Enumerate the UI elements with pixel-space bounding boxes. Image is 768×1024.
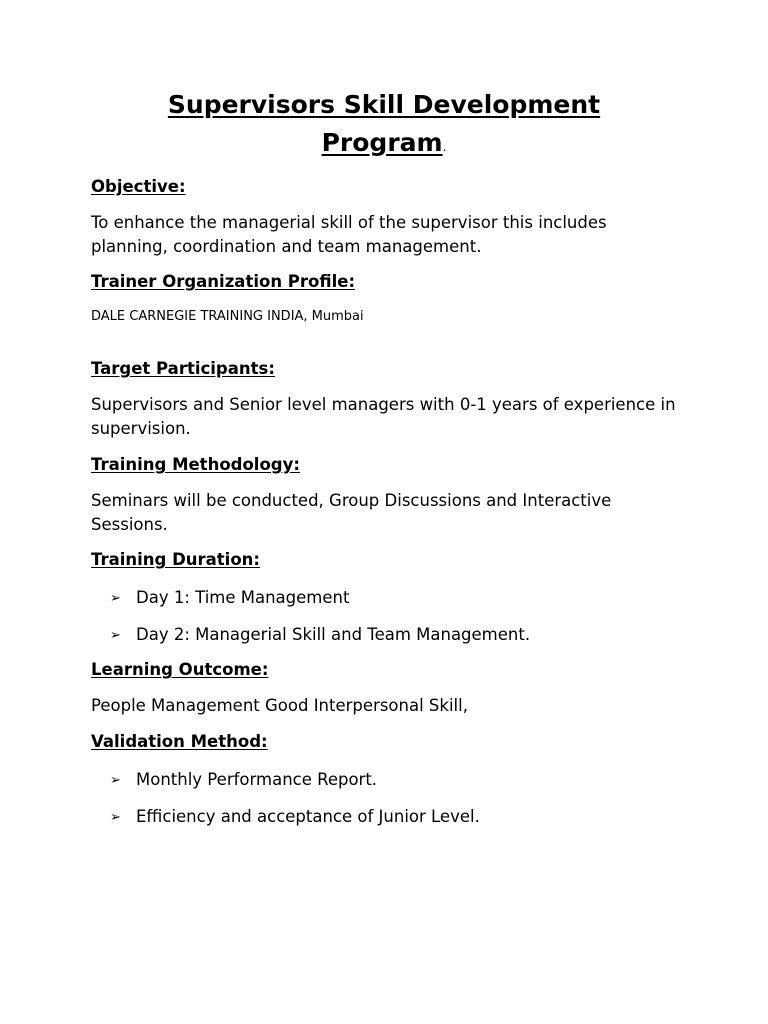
list-item-text: Efficiency and acceptance of Junior Level. xyxy=(136,807,480,826)
participants-text: Supervisors and Senior level managers with 0-1 years of experience in supervision. xyxy=(91,395,676,438)
list-item xyxy=(110,588,349,609)
arrow-bullet-icon: ➢ xyxy=(110,591,121,606)
list-item xyxy=(110,625,530,646)
title-trailing-dot: . xyxy=(442,140,447,154)
outcome-heading: Learning Outcome: xyxy=(91,660,269,679)
arrow-bullet-icon: ➢ xyxy=(110,810,121,825)
arrow-bullet-icon: ➢ xyxy=(110,773,121,788)
list-item-text: Day 1: Time Management xyxy=(136,588,350,607)
list-item xyxy=(110,770,377,791)
title-text-2: Program xyxy=(321,128,443,157)
methodology-heading: Training Methodology: xyxy=(91,455,300,474)
list-item-text: Monthly Performance Report. xyxy=(136,770,378,789)
duration-heading: Training Duration: xyxy=(91,550,261,569)
trainer-text: DALE CARNEGIE TRAINING INDIA, Mumbai xyxy=(91,309,364,324)
document-title-line-1 xyxy=(0,90,768,120)
title-text-1: Supervisors Skill Development xyxy=(167,90,601,119)
participants-heading: Target Participants: xyxy=(91,359,275,378)
document-title-line-2 xyxy=(0,128,768,162)
list-item xyxy=(110,807,480,828)
arrow-bullet-icon: ➢ xyxy=(110,628,121,643)
outcome-text: People Management Good Interpersonal Skill, xyxy=(91,696,468,715)
objective-text: To enhance the managerial skill of the supervisor this includes planning, coordination and team management. xyxy=(91,213,607,256)
objective-heading: Objective: xyxy=(91,177,186,196)
methodology-text: Seminars will be conducted, Group Discussions and Interactive Sessions. xyxy=(91,491,612,534)
validation-heading: Validation Method: xyxy=(91,732,268,751)
list-item-text: Day 2: Managerial Skill and Team Management. xyxy=(136,625,531,644)
trainer-heading: Trainer Organization Profile: xyxy=(91,272,356,291)
